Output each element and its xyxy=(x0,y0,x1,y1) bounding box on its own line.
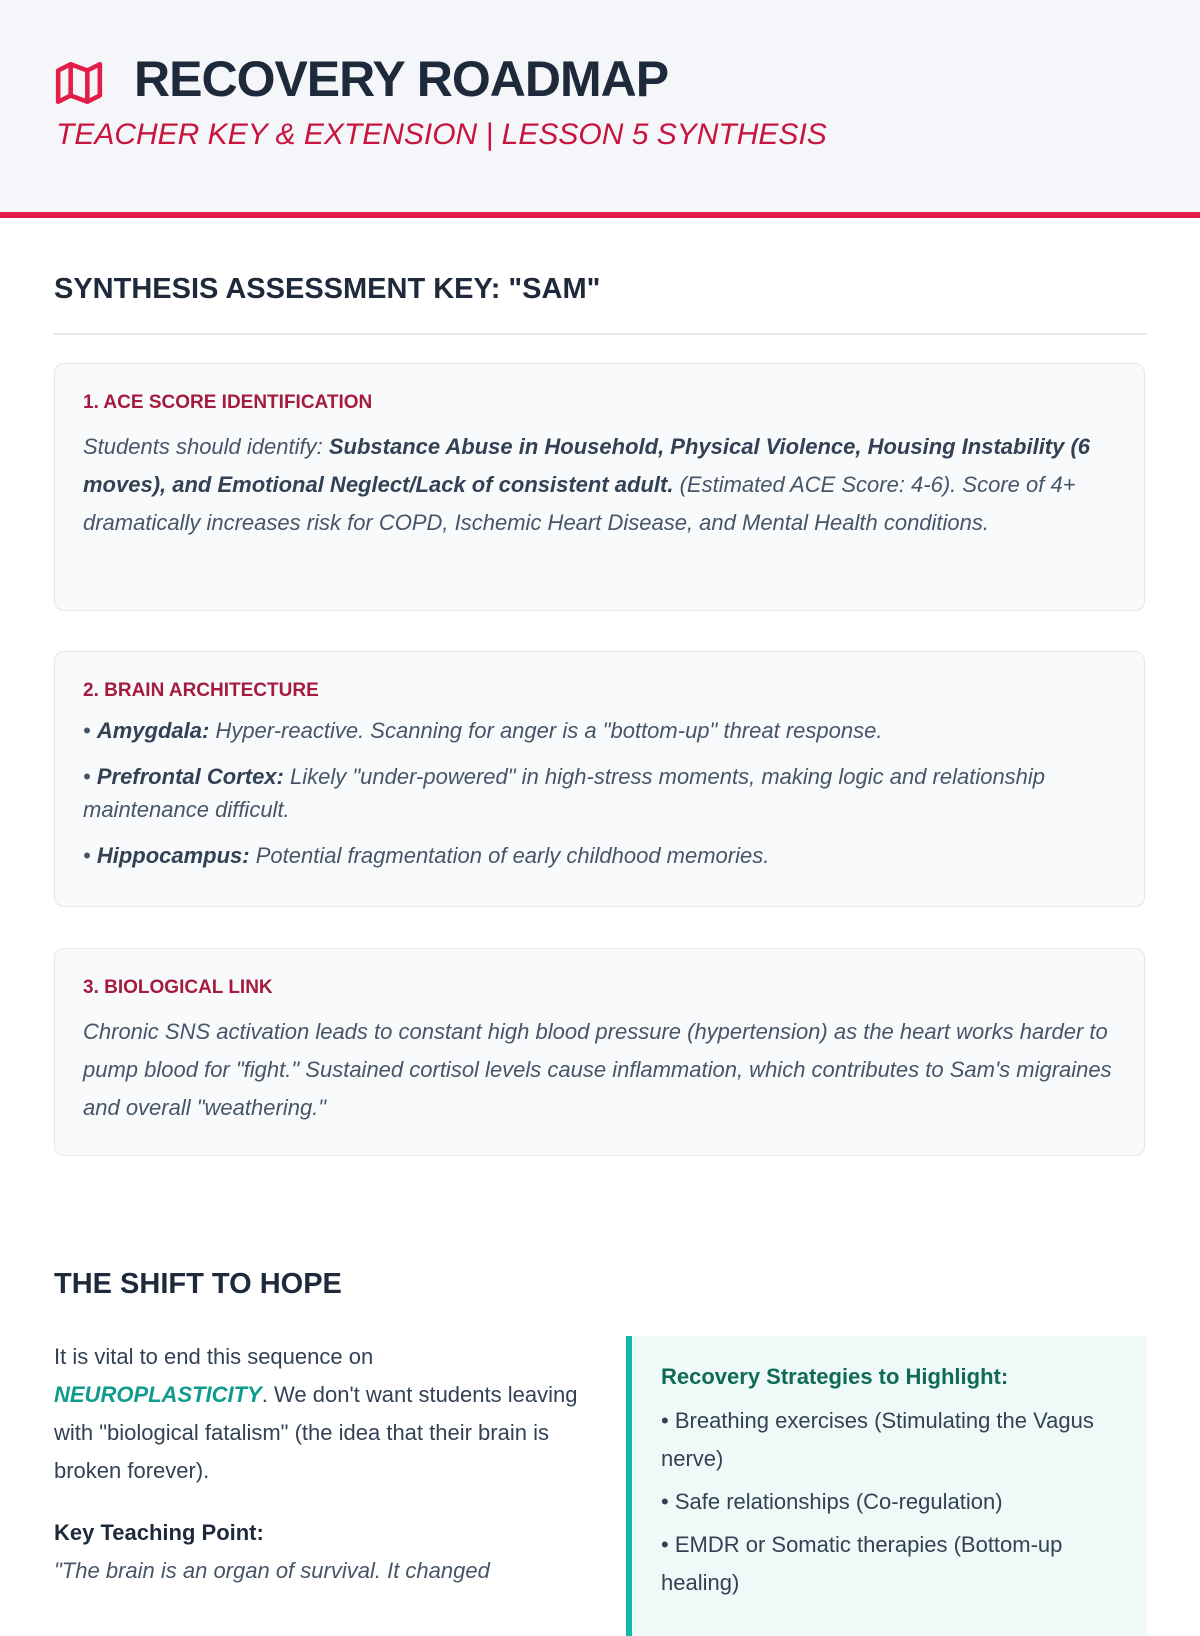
brain-term: Hippocampus: xyxy=(96,843,250,868)
ace-text xyxy=(83,428,1116,542)
hope-text-start: It is vital to end this sequence on xyxy=(54,1344,374,1369)
brain-desc: Likely "under-powered" in high-stress moments, making logic and relationship maintenance difficult. xyxy=(83,764,1046,822)
ace-heading: 1. ACE SCORE IDENTIFICATION xyxy=(83,392,373,413)
brain-item-prefrontal: • Prefrontal Cortex: Likely "under-powered" in high-stress moments, making logic and relationship maintenance difficult. xyxy=(83,764,1046,822)
hope-title: THE SHIFT TO HOPE xyxy=(54,1268,342,1300)
hope-paragraph xyxy=(54,1338,584,1490)
hope-text-end: . We don't want students leaving with "biological fatalism" (the idea that their brain is broken forever). xyxy=(54,1382,578,1483)
ace-intro: Students should identify: xyxy=(83,434,323,459)
strategies-title: Recovery Strategies to Highlight: xyxy=(661,1364,1009,1389)
recovery-strategies-box xyxy=(626,1336,1147,1636)
assessment-title: SYNTHESIS ASSESSMENT KEY: "SAM" xyxy=(54,273,601,305)
teaching-quote: "The brain is an organ of survival. It changed xyxy=(54,1558,490,1583)
brain-card xyxy=(54,651,1145,907)
strategy-text: EMDR or Somatic therapies (Bottom-up healing) xyxy=(661,1532,1063,1595)
brain-desc: Potential fragmentation of early childhood memories. xyxy=(255,843,770,868)
section-divider xyxy=(54,333,1147,335)
bio-text: Chronic SNS activation leads to constant high blood pressure (hypertension) as the heart works harder to pump blood for "fight." Sustained cortisol levels cause inflammation, which contributes to Sam's migraines and overall "weathering." xyxy=(83,1019,1112,1120)
page-title: RECOVERY ROADMAP xyxy=(134,51,669,107)
brain-desc: Hyper-reactive. Scanning for anger is a "bottom-up" threat response. xyxy=(215,718,883,743)
page-subtitle: TEACHER KEY & EXTENSION | LESSON 5 SYNTHESIS xyxy=(56,118,827,151)
brain-term: Prefrontal Cortex: xyxy=(96,764,284,789)
ace-factors: Substance Abuse in Household, Physical Violence, Housing Instability (6 moves), and Emotional Neglect/Lack of consistent adult. xyxy=(83,434,1091,497)
brain-term: Amygdala: xyxy=(96,718,210,743)
bio-heading: 3. BIOLOGICAL LINK xyxy=(83,977,273,998)
hope-intro xyxy=(54,1338,584,1590)
strategy-item: • Safe relationships (Co-regulation) xyxy=(661,1489,1003,1514)
strategy-text: Safe relationships (Co-regulation) xyxy=(674,1489,1003,1514)
strategy-item: • EMDR or Somatic therapies (Bottom-up healing) xyxy=(661,1532,1063,1595)
ace-risk: (Estimated ACE Score: 4-6). Score of 4+ dramatically increases risk for COPD, Ischemic Heart Disease, and Mental Health conditions. xyxy=(83,472,1076,535)
brain-item-amygdala: • Amygdala: Hyper-reactive. Scanning for anger is a "bottom-up" threat response. xyxy=(83,718,883,743)
neuroplasticity-keyword: NEUROPLASTICITY xyxy=(54,1382,262,1407)
bio-card xyxy=(54,948,1145,1156)
brain-item-hippocampus: • Hippocampus: Potential fragmentation of early childhood memories. xyxy=(83,843,770,868)
page-header xyxy=(0,0,1200,218)
strategy-text: Breathing exercises (Stimulating the Vagus nerve) xyxy=(661,1408,1094,1471)
strategy-item: • Breathing exercises (Stimulating the Vagus nerve) xyxy=(661,1408,1094,1471)
brain-heading: 2. BRAIN ARCHITECTURE xyxy=(83,680,319,701)
ace-card xyxy=(54,363,1145,611)
key-teaching-label: Key Teaching Point: xyxy=(54,1520,264,1545)
map-icon xyxy=(54,58,104,108)
